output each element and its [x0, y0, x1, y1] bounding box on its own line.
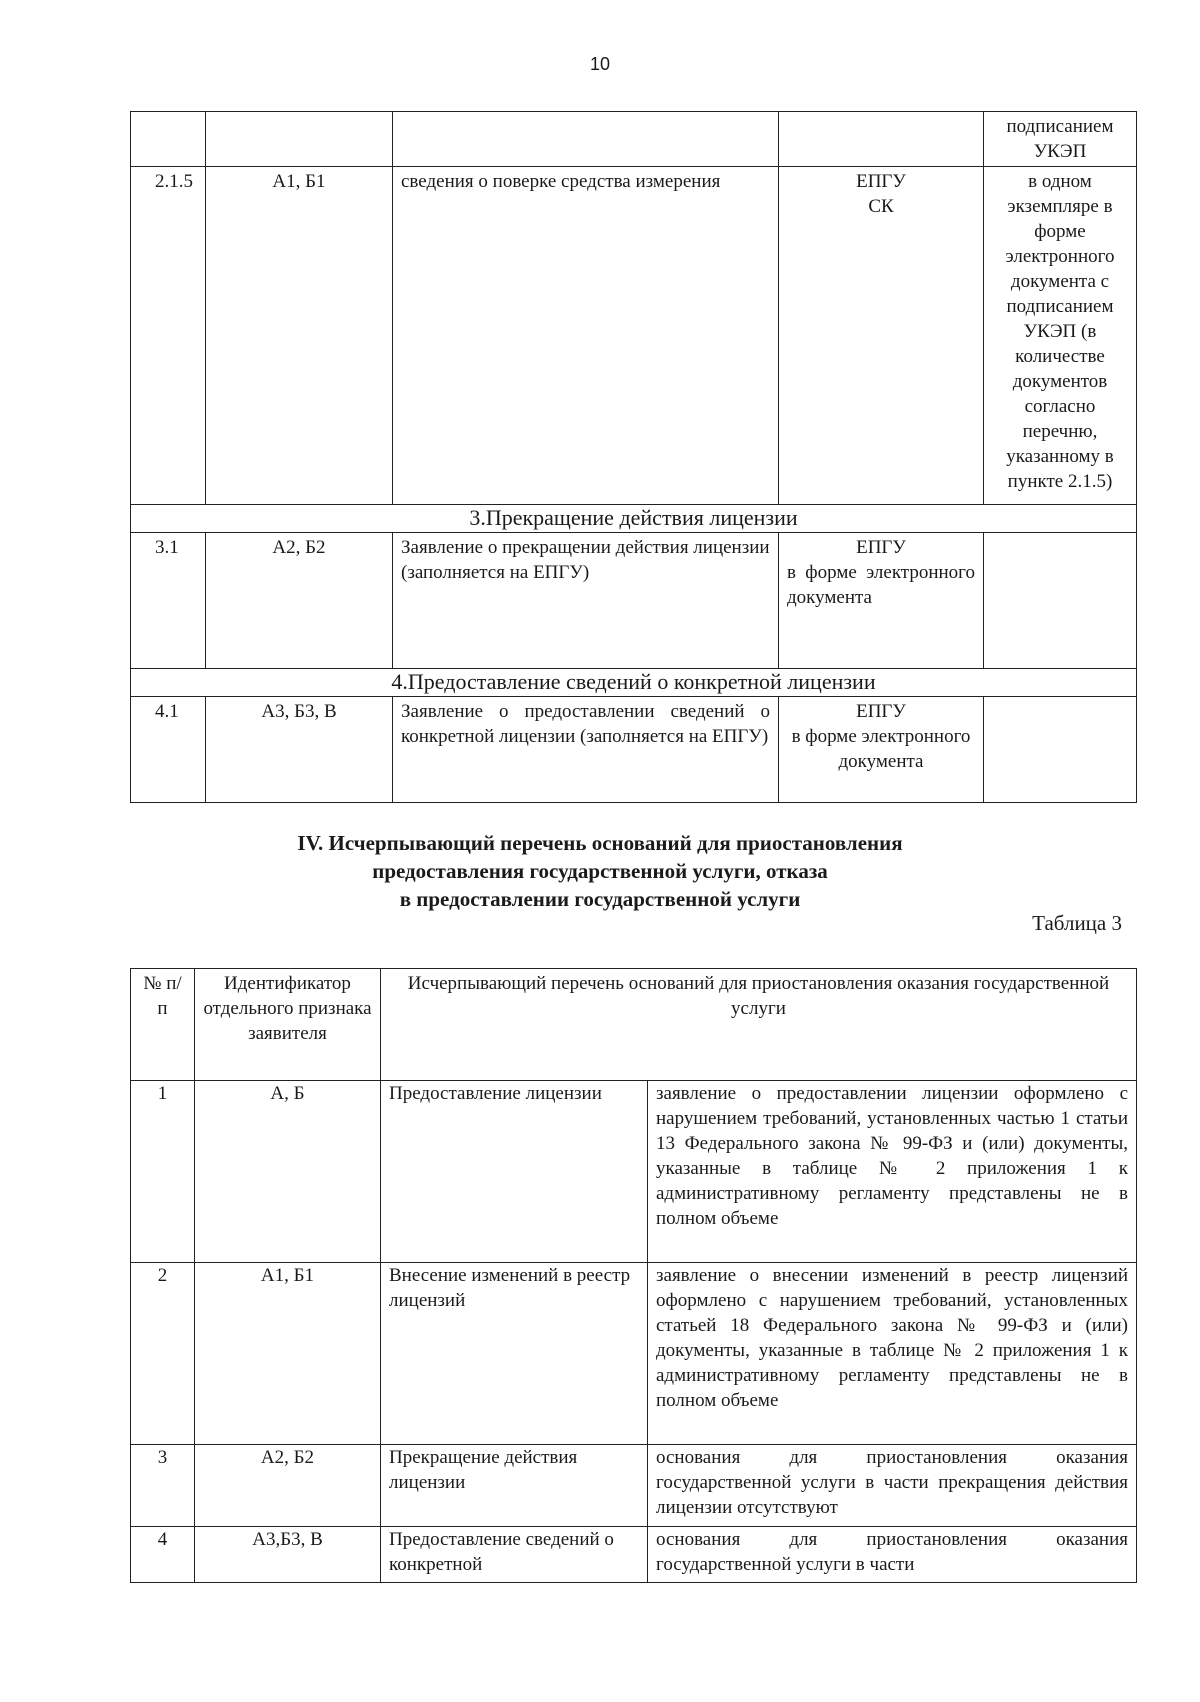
table-row	[131, 167, 1137, 505]
channel-line: СК	[868, 196, 894, 217]
submission-channel	[779, 167, 984, 505]
table-row	[131, 697, 1137, 803]
applicant-id: А2, Б2	[206, 533, 393, 669]
channel-line: ЕПГУ	[856, 537, 906, 558]
header-grounds: Исчерпывающий перечень оснований для приостановления оказания государственной услуги	[381, 969, 1137, 1081]
section-heading	[0, 829, 1200, 913]
ground-text: заявление о предоставлении лицензии оформлено с нарушением требований, установленных частью 1 статьи 13 Федерального закона № 99-ФЗ и (или) документы, указанные в таблице № 2 приложения 1 к административному регламенту представлены не в полном объеме	[648, 1081, 1137, 1263]
table-cell	[206, 112, 393, 167]
applicant-id: А3,Б3, В	[195, 1527, 381, 1583]
section-title: 4.Предоставление сведений о конкретной лицензии	[131, 669, 1137, 697]
applicant-id: А1, Б1	[206, 167, 393, 505]
row-number: 1	[131, 1081, 195, 1263]
header-row	[131, 969, 1137, 1081]
table-cell	[779, 112, 984, 167]
header-applicant-id: Идентификатор отдельного признака заявителя	[195, 969, 381, 1081]
row-number: 2	[131, 1263, 195, 1445]
table-row	[131, 1263, 1137, 1445]
ground-text: заявление о внесении изменений в реестр лицензий оформлено с нарушением требований, установленных статьей 18 Федерального закона № 99-ФЗ и (или) документы, указанные в таблице № 2 приложения 1 к административному регламенту представлены не в полном объеме	[648, 1263, 1137, 1445]
document-name: Заявление о прекращении действия лицензии (заполняется на ЕПГУ)	[393, 533, 779, 669]
applicant-id: А3, Б3, В	[206, 697, 393, 803]
section-title: 3.Прекращение действия лицензии	[131, 505, 1137, 533]
page-number: 10	[589, 54, 611, 74]
table-row	[131, 1081, 1137, 1263]
table-cell	[393, 112, 779, 167]
table-row	[131, 533, 1137, 669]
document-name: сведения о поверке средства измерения	[393, 167, 779, 505]
channel-line: ЕПГУ	[856, 171, 906, 192]
ground-text: основания для приостановления оказания государственной услуги в части	[648, 1527, 1137, 1583]
service-name: Прекращение действия лицензии	[381, 1445, 648, 1527]
table-cell	[984, 697, 1137, 803]
table-row	[131, 1445, 1137, 1527]
documents-table	[130, 111, 1137, 803]
document-name: Заявление о предоставлении сведений о конкретной лицензии (заполняется на ЕПГУ)	[393, 697, 779, 803]
section-row	[131, 505, 1137, 533]
table-cell	[984, 533, 1137, 669]
submission-channel	[779, 697, 984, 803]
row-number: 3.1	[131, 533, 206, 669]
applicant-id: А, Б	[195, 1081, 381, 1263]
applicant-id: А1, Б1	[195, 1263, 381, 1445]
table-label: Таблица 3	[1032, 911, 1122, 935]
grounds-table	[130, 968, 1137, 1583]
row-number: 3	[131, 1445, 195, 1527]
header-num: № п/п	[131, 969, 195, 1081]
channel-line: ЕПГУ	[856, 701, 906, 722]
row-number: 4.1	[131, 697, 206, 803]
table-cell	[131, 112, 206, 167]
service-name: Предоставление сведений о конкретной	[381, 1527, 648, 1583]
table-cell: подписанием УКЭП	[984, 112, 1137, 167]
service-name: Внесение изменений в реестр лицензий	[381, 1263, 648, 1445]
applicant-id: А2, Б2	[195, 1445, 381, 1527]
table-row	[131, 1527, 1137, 1583]
heading-line: IV. Исчерпывающий перечень оснований для приостановления	[297, 831, 903, 855]
heading-line: предоставления государственной услуги, отказа	[372, 859, 828, 883]
row-number: 2.1.5	[131, 167, 206, 505]
table-row	[131, 112, 1137, 167]
channel-form: в форме электронного документа	[787, 562, 975, 608]
heading-line: в предоставлении государственной услуги	[399, 887, 801, 911]
submission-form: в одном экземпляре в форме электронного документа с подписанием УКЭП (в количестве документов согласно перечню, указанному в пункте 2.1.5)	[984, 167, 1137, 505]
section-row	[131, 669, 1137, 697]
service-name: Предоставление лицензии	[381, 1081, 648, 1263]
row-number: 4	[131, 1527, 195, 1583]
channel-form: в форме электронного документа	[791, 726, 971, 772]
ground-text: основания для приостановления оказания государственной услуги в части прекращения действия лицензии отсутствуют	[648, 1445, 1137, 1527]
submission-channel	[779, 533, 984, 669]
